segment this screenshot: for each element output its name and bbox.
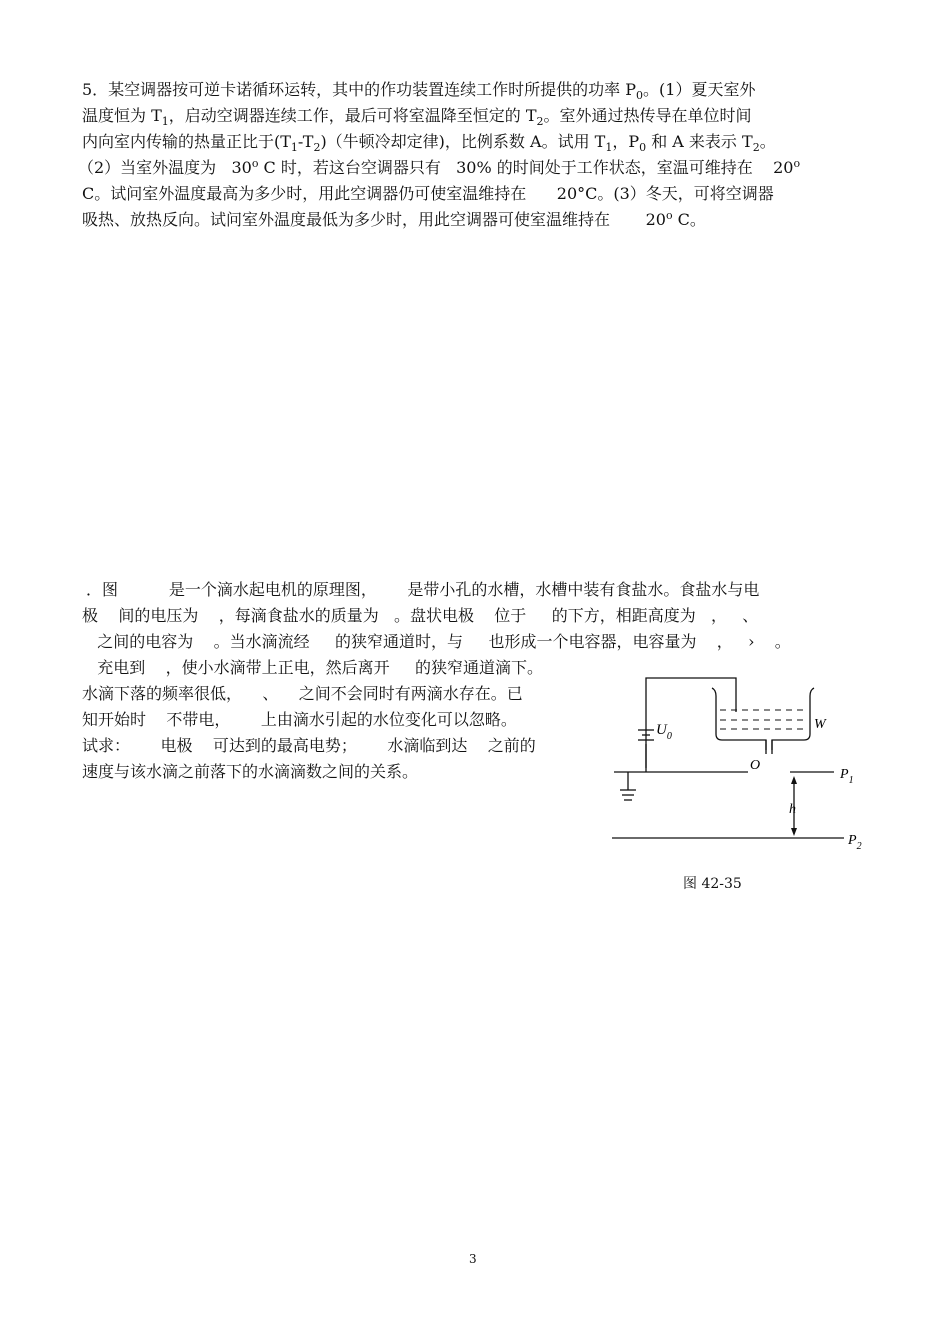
label-o: O: [750, 758, 761, 773]
problem-next-line4: 充电到 ，使小水滴带上正电，然后离开 的狭窄通道滴下。: [82, 658, 544, 677]
height-arrow-head-down: [791, 828, 797, 836]
problem-next-line8: 速度与该水滴之前落下的水滴滴数之间的关系。: [82, 762, 419, 781]
figure-caption: 图 42-35: [683, 876, 742, 892]
water-surface: [720, 710, 806, 729]
problem5-line5: C。试问室外温度最高为多少时，用此空调器仍可使室温维持在 20°C。(3）冬天，可将空调器: [82, 184, 774, 203]
problem-next-line1: ．图 是一个滴水起电机的原理图， 是带小孔的水槽，水槽中装有食盐水。食盐水与电: [86, 580, 760, 599]
label-w: W: [814, 717, 826, 732]
problem-next-line2: 极 间的电压为 ，每滴食盐水的质量为 。盘状电极 位于 的下方，相距高度为 ， 、: [82, 606, 759, 625]
problem5-line1: 5．某空调器按可逆卡诺循环运转，其中的作功装置连续工作时所提供的功率 $P_0$。(1）夏天室外: [82, 80, 756, 102]
problem-next-line3: 之间的电容为 。当水滴流经 的狭窄通道时，与 也形成一个电容器，电容量为 ， › 。: [82, 632, 791, 651]
label-u0: $U_0$: [656, 722, 672, 742]
problem-next-line5: 水滴下落的频率很低， 、 之间不会同时有两滴水存在。已: [82, 684, 523, 703]
problem-next-line6: 知开始时 不带电， 上由滴水引起的水位变化可以忽略。: [82, 710, 517, 729]
label-h: h: [789, 802, 796, 817]
water-drop-generator-diagram: [608, 672, 870, 862]
problem5-line4: （2）当室外温度为 30$^o$ C 时，若这台空调器只有 30% 的时间处于工作状态，室温可维持在 20$^o$: [78, 157, 801, 177]
water-tank: [712, 688, 814, 750]
problem5-line6: 吸热、放热反向。试问室外温度最低为多少时，用此空调器可使室温维持在 20$^o$ C。: [82, 209, 706, 229]
page-number: 3: [469, 1252, 477, 1266]
problem-next-line7: 试求： 电极 可达到的最高电势； 水滴临到达 之前的: [82, 736, 536, 755]
label-p2: $P_2$: [848, 833, 862, 852]
problem5-line3: 内向室内传输的热量正比于$(T_1-T_2)$（牛顿冷却定律)，比例系数 A。试用 $T_1$，$P_0$ 和 A 来表示 $T_2$。: [82, 132, 776, 154]
height-arrow-head-up: [791, 776, 797, 784]
problem5-line2: 温度恒为 $T_1$，启动空调器连续工作，最后可将室温降至恒定的 $T_2$。室外通过热传导在单位时间: [82, 106, 752, 128]
label-p1: $P_1$: [840, 767, 854, 786]
